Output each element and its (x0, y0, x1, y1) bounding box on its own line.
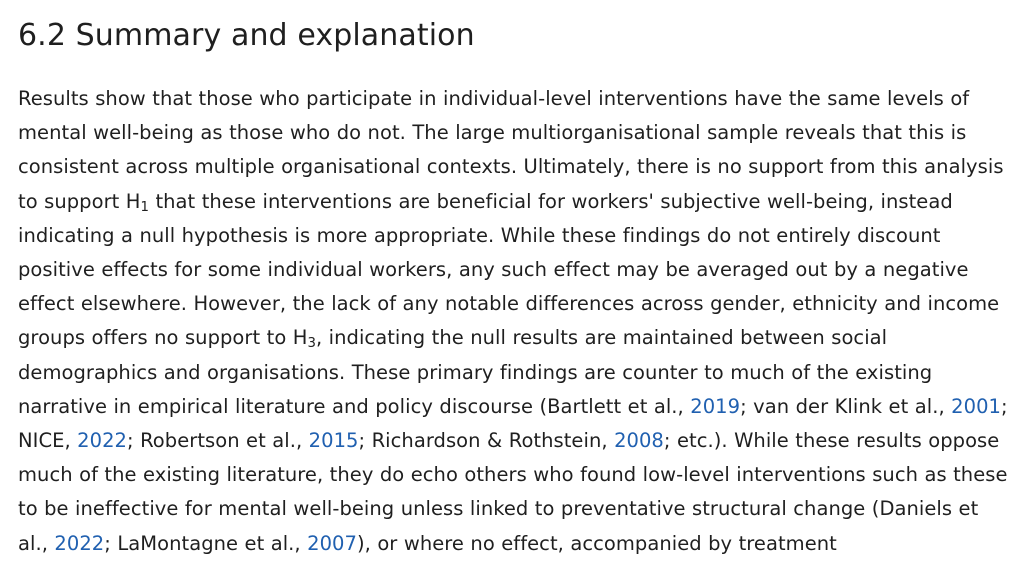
section-heading: 6.2 Summary and explanation (18, 18, 475, 53)
paragraph-segment-3: , indicating the null results are maintained between social demographics and organisations. These primary findings are counter to much of the existing narrative in empirical literature and policy discourse (Bartlett et al., (18, 326, 933, 418)
hypothesis-subscript-1: 1 (140, 199, 149, 215)
paragraph-segment-2: that these interventions are beneficial for workers' subjective well-being, instead indicating a null hypothesis is more appropriate. While these findings do not entirely discount positive effects for some individual workers, any such effect may be averaged out by a negative effect elsewhere. However, the lack of any notable differences across gender, ethnicity and income groups offers no support to H (18, 189, 1000, 350)
paragraph-segment-7: ; Richardson & Rothstein, (358, 429, 615, 453)
page-bottom-fade (0, 561, 1024, 575)
summary-paragraph (18, 82, 1010, 561)
paragraph-segment-10: ), or where no effect, accompanied by treatment (356, 531, 837, 555)
citation-link-robertson-2015[interactable]: 2015 (308, 429, 359, 453)
paragraph-segment-8: ; etc.). While these results oppose much of the existing literature, they do echo others who found low-level interventions such as these to be ineffective for mental well-being unless linked to preventative structural change (Daniels et al., (18, 429, 1008, 555)
citation-link-bartlett-2019[interactable]: 2019 (690, 394, 741, 418)
citation-link-daniels-2022[interactable]: 2022 (54, 531, 105, 555)
hypothesis-subscript-3: 3 (307, 336, 316, 352)
paragraph-segment-5: ; NICE, (18, 394, 1008, 453)
citation-link-lamontagne-2007[interactable]: 2007 (307, 531, 357, 555)
citation-link-nice-2022[interactable]: 2022 (77, 429, 127, 453)
paragraph-segment-9: ; LaMontagne et al., (104, 531, 308, 555)
paragraph-segment-6: ; Robertson et al., (127, 429, 309, 453)
citation-link-vanderklink-2001[interactable]: 2001 (951, 394, 1001, 418)
citation-link-richardson-2008[interactable]: 2008 (614, 429, 664, 453)
paragraph-segment-4: ; van der Klink et al., (740, 394, 952, 418)
paragraph-segment-1: Results show that those who participate in individual-level interventions have the same levels of mental well-being as those who do not. The large multiorganisational sample reveals that this is consistent across multiple organisational contexts. Ultimately, there is no support from this analysis to support H (18, 87, 1004, 213)
